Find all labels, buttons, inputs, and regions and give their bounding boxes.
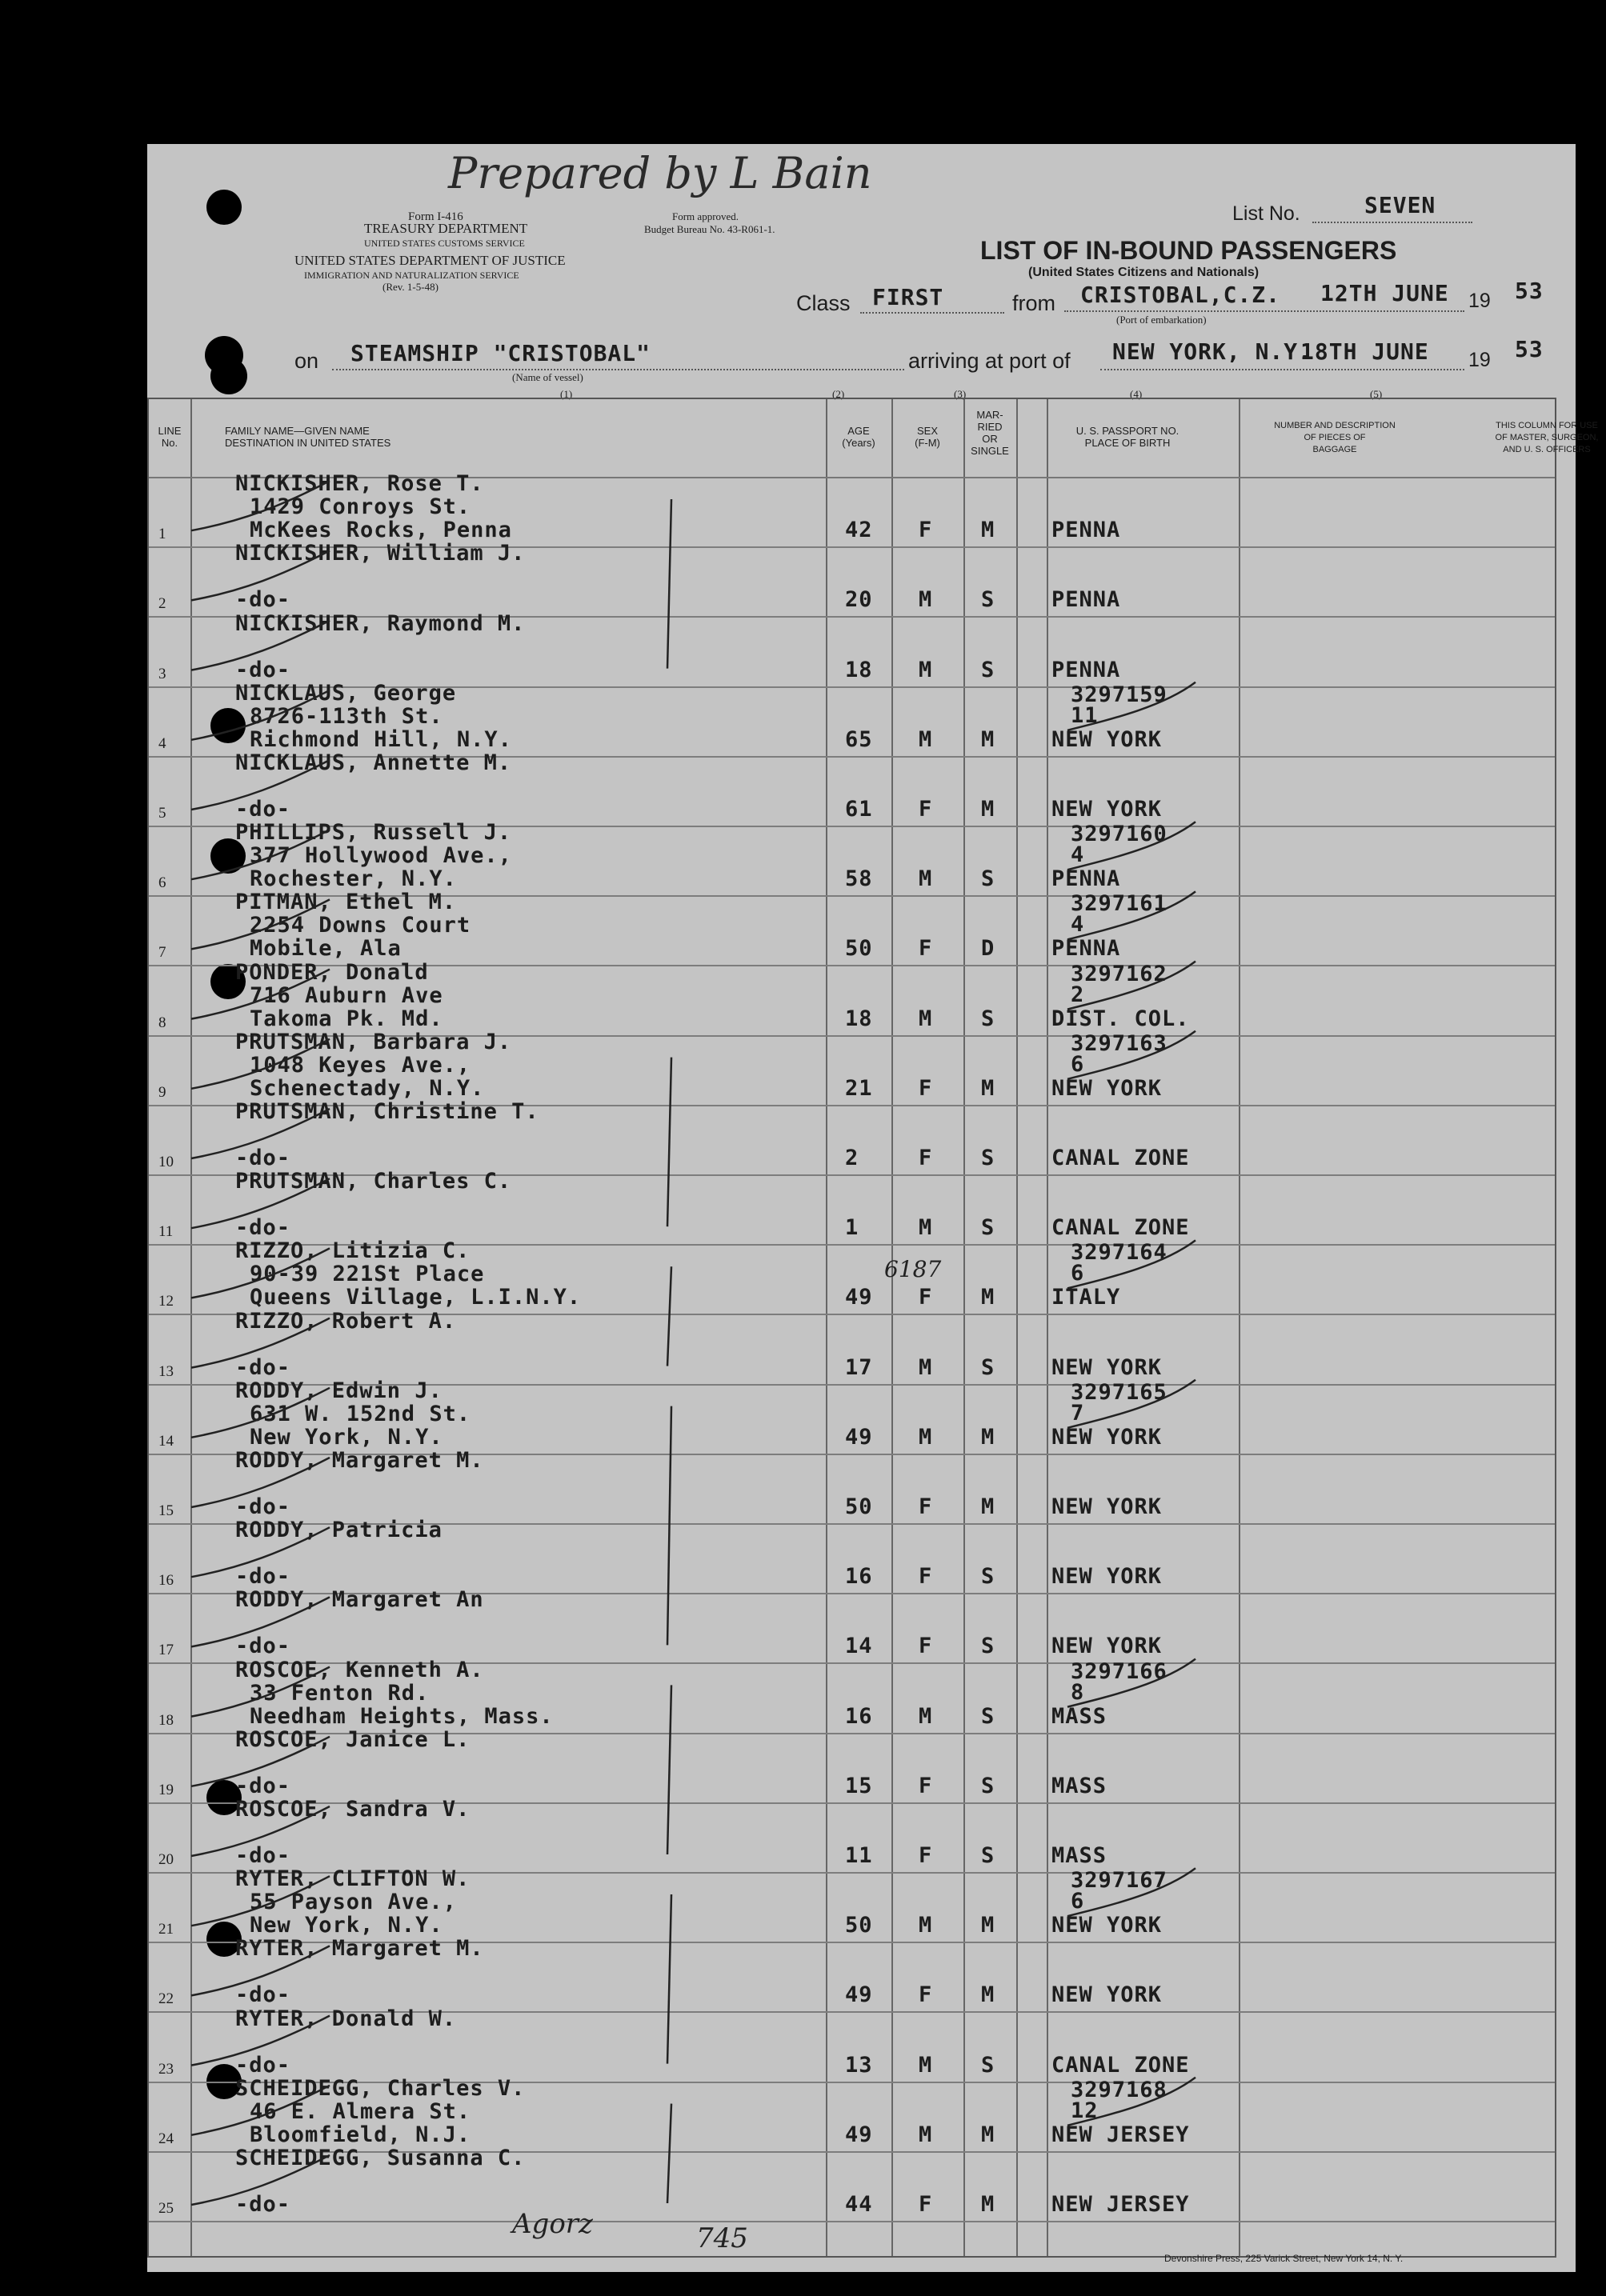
passenger-address: Bloomfield, N.J. [250, 2122, 471, 2147]
place-of-birth: NEW YORK [1051, 1564, 1163, 1590]
marital-status: S [981, 1006, 995, 1031]
col-header-sex: SEX (F-M) [915, 425, 940, 449]
passenger-name: PONDER, Donald [235, 959, 429, 985]
place-of-birth: CANAL ZONE [1051, 2052, 1190, 2078]
marital-status: S [981, 1634, 995, 1659]
marital-status: S [981, 587, 995, 613]
passenger-sex: M [919, 1703, 933, 1729]
form-title: LIST OF IN-BOUND PASSENGERS [980, 236, 1397, 265]
marital-status: S [981, 1215, 995, 1241]
line-number: 19 [158, 1781, 174, 1798]
passenger-name: RODDY, Margaret An [235, 1587, 484, 1613]
baggage-number: 3297160 [1071, 822, 1167, 847]
passenger-address: -do- [235, 1982, 291, 2008]
passenger-name: NICKLAUS, George [235, 680, 457, 706]
handwritten-745: 745 [696, 2222, 748, 2254]
arrival-date: 18TH JUNE [1300, 338, 1429, 365]
line-number: 15 [158, 1502, 174, 1519]
marital-status: S [981, 1564, 995, 1590]
passenger-age: 58 [845, 866, 873, 892]
line-number: 12 [158, 1293, 174, 1310]
line-number: 18 [158, 1711, 174, 1729]
passenger-sex: M [919, 1354, 933, 1380]
passenger-name: NICKLAUS, Annette M. [235, 750, 512, 775]
passenger-name: RODDY, Edwin J. [235, 1378, 443, 1403]
passenger-age: 61 [845, 796, 873, 822]
passenger-name: PRUTSMAN, Christine T. [235, 1099, 539, 1124]
marital-status: M [981, 518, 995, 543]
line-number: 2 [158, 595, 166, 613]
passenger-name: SCHEIDEGG, Susanna C. [235, 2146, 526, 2170]
col-header-passport: U. S. PASSPORT NO. PLACE OF BIRTH [1075, 425, 1179, 449]
passenger-address: Rochester, N.Y. [250, 866, 457, 892]
passenger-name: PITMAN, Ethel M. [235, 890, 457, 915]
prepared-by-signature: Prepared by L Bain [448, 148, 872, 198]
class-value: FIRST [872, 284, 944, 310]
arriving-label: arriving at port of [908, 349, 1071, 373]
passenger-age: 18 [845, 657, 873, 682]
passenger-sex: M [919, 657, 933, 682]
marital-status: S [981, 1842, 995, 1868]
passenger-sex: F [919, 936, 933, 962]
passenger-sex: M [919, 2052, 933, 2078]
passenger-sex: M [919, 1215, 933, 1241]
baggage-pieces: 7 [1071, 1400, 1085, 1426]
place-of-birth: NEW YORK [1051, 1982, 1163, 2008]
passenger-age: 44 [845, 2191, 873, 2217]
passenger-address: 377 Hollywood Ave., [250, 843, 512, 869]
marital-status: S [981, 1145, 995, 1170]
passenger-sex: M [919, 1913, 933, 1938]
passenger-name: NICKISHER, William J. [235, 541, 526, 566]
place-of-birth: NEW JERSEY [1051, 2122, 1190, 2147]
baggage-number: 3297163 [1071, 1030, 1167, 1056]
year-prefix: 19 [1468, 290, 1491, 312]
passenger-address: Takoma Pk. Md. [250, 1006, 443, 1031]
place-of-birth: NEW JERSEY [1051, 2191, 1190, 2217]
place-of-birth: CANAL ZONE [1051, 1215, 1190, 1241]
from-label: from [1012, 291, 1055, 315]
passenger-address: -do- [235, 796, 291, 822]
passenger-address: -do- [235, 2052, 291, 2078]
passenger-age: 21 [845, 1075, 873, 1101]
passenger-address: Needham Heights, Mass. [250, 1703, 554, 1729]
line-number: 21 [158, 1921, 174, 1938]
baggage-number: 3297168 [1071, 2077, 1167, 2102]
passenger-address: -do- [235, 1354, 291, 1380]
marital-status: M [981, 1285, 995, 1310]
col-num-5: (5) [1370, 388, 1383, 400]
marital-status: M [981, 1982, 995, 2008]
passenger-sex: M [919, 587, 933, 613]
place-of-birth: PENNA [1051, 657, 1121, 682]
place-of-birth: ITALY [1051, 1285, 1121, 1310]
line-number: 25 [158, 2199, 174, 2217]
form-approved: Form approved. [672, 210, 739, 222]
col-num-4: (4) [1130, 388, 1143, 400]
passenger-name: RODDY, Margaret M. [235, 1448, 484, 1473]
passenger-age: 50 [845, 1494, 873, 1519]
passenger-address: McKees Rocks, Penna [250, 518, 512, 543]
marital-status: M [981, 1913, 995, 1938]
budget-bureau: Budget Bureau No. 43-R061-1. [644, 223, 775, 235]
passenger-name: RYTER, Margaret M. [235, 1936, 484, 1962]
passenger-name: PHILLIPS, Russell J. [235, 820, 512, 846]
baggage-pieces: 4 [1071, 912, 1085, 938]
passenger-sex: M [919, 1424, 933, 1450]
line-number: 22 [158, 1990, 174, 2008]
passenger-sex: F [919, 1564, 933, 1590]
passenger-address: -do- [235, 1215, 291, 1241]
baggage-number: 3297166 [1071, 1658, 1167, 1684]
line-number: 3 [158, 665, 166, 682]
col-header-officers: THIS COLUMN FOR USE OF MASTER, SURGEON, AND U. S. OFFICERS [1495, 421, 1599, 454]
passenger-address: Schenectady, N.Y. [250, 1075, 485, 1101]
class-label: Class [796, 291, 851, 315]
port-embark-caption: (Port of embarkation) [1116, 314, 1207, 326]
passenger-address: -do- [235, 1634, 291, 1659]
passenger-age: 50 [845, 1913, 873, 1938]
passenger-address: -do- [235, 1564, 291, 1590]
passenger-sex: F [919, 1145, 933, 1170]
passenger-age: 16 [845, 1703, 873, 1729]
passenger-sex: F [919, 1075, 933, 1101]
passenger-age: 50 [845, 936, 873, 962]
passenger-age: 49 [845, 2122, 873, 2147]
revision: (Rev. 1-5-48) [382, 281, 439, 293]
passenger-age: 49 [845, 1424, 873, 1450]
marital-status: S [981, 1354, 995, 1380]
baggage-pieces: 4 [1071, 842, 1085, 868]
passenger-age: 14 [845, 1634, 873, 1659]
place-of-birth: NEW YORK [1051, 1634, 1163, 1659]
passenger-address: Queens Village, L.I.N.Y. [250, 1285, 582, 1310]
from-port: CRISTOBAL,C.Z. [1080, 282, 1281, 308]
passenger-name: ROSCOE, Janice L. [235, 1726, 471, 1752]
passenger-address: New York, N.Y. [250, 1913, 443, 1938]
marital-status: D [981, 936, 995, 962]
passenger-address: -do- [235, 1773, 291, 1798]
passenger-name: NICKISHER, Raymond M. [235, 610, 526, 636]
marital-status: M [981, 1075, 995, 1101]
form-number: Form I-416 [408, 210, 463, 223]
baggage-pieces: 8 [1071, 1679, 1085, 1705]
passenger-name: ROSCOE, Sandra V. [235, 1797, 471, 1822]
passenger-address: -do- [235, 1842, 291, 1868]
baggage-number: 3297162 [1071, 961, 1167, 986]
on-label: on [294, 349, 319, 373]
marital-status: M [981, 1494, 995, 1519]
place-of-birth: PENNA [1051, 936, 1121, 962]
passenger-age: 1 [845, 1215, 859, 1241]
col-header-name: FAMILY NAME—GIVEN NAME DESTINATION IN UNITED STATES [225, 425, 391, 449]
place-of-birth: MASS [1051, 1773, 1107, 1798]
passenger-name: RIZZO, Litizia C. [235, 1238, 471, 1264]
passenger-name: RYTER, CLIFTON W. [235, 1866, 471, 1892]
place-of-birth: MASS [1051, 1842, 1107, 1868]
place-of-birth: NEW YORK [1051, 1424, 1163, 1450]
ins-service: IMMIGRATION AND NATURALIZATION SERVICE [304, 270, 519, 281]
place-of-birth: NEW YORK [1051, 1494, 1163, 1519]
place-of-birth: PENNA [1051, 587, 1121, 613]
marital-status: M [981, 2191, 995, 2217]
passenger-sex: M [919, 1006, 933, 1031]
baggage-pieces: 2 [1071, 982, 1085, 1007]
line-number: 10 [158, 1153, 174, 1170]
vessel-name: STEAMSHIP "CRISTOBAL" [350, 340, 651, 366]
from-date: 12TH JUNE [1320, 280, 1449, 306]
handwritten-6187: 6187 [884, 1256, 942, 1282]
line-number: 11 [158, 1223, 174, 1241]
passenger-age: 49 [845, 1982, 873, 2008]
place-of-birth: CANAL ZONE [1051, 1145, 1190, 1170]
passenger-sex: F [919, 518, 933, 543]
passenger-address: Richmond Hill, N.Y. [250, 726, 512, 752]
baggage-number: 3297167 [1071, 1868, 1167, 1894]
col-num-2: (2) [832, 388, 845, 400]
passenger-address: -do- [235, 1145, 291, 1170]
place-of-birth: NEW YORK [1051, 796, 1163, 822]
justice-department: UNITED STATES DEPARTMENT OF JUSTICE [294, 253, 566, 268]
baggage-pieces: 11 [1071, 702, 1099, 728]
passenger-age: 16 [845, 1564, 873, 1590]
baggage-number: 3297161 [1071, 891, 1167, 917]
passenger-sex: F [919, 1982, 933, 2008]
passenger-address: 2254 Downs Court [250, 913, 471, 938]
col-header-baggage: NUMBER AND DESCRIPTION OF PIECES OF BAGGAGE [1274, 421, 1396, 454]
place-of-birth: NEW YORK [1051, 726, 1163, 752]
baggage-number: 3297164 [1071, 1240, 1167, 1266]
list-no-label: List No. [1232, 202, 1300, 225]
passenger-name: RODDY, Patricia [235, 1518, 443, 1543]
marital-status: M [981, 796, 995, 822]
customs-service: UNITED STATES CUSTOMS SERVICE [364, 238, 525, 249]
baggage-number: 3297159 [1071, 682, 1167, 707]
passenger-sex: M [919, 2122, 933, 2147]
marital-status: S [981, 1773, 995, 1798]
passenger-address: Mobile, Ala [250, 936, 402, 962]
marital-status: S [981, 657, 995, 682]
marital-status: M [981, 1424, 995, 1450]
line-number: 7 [158, 944, 166, 962]
place-of-birth: DIST. COL. [1051, 1006, 1190, 1031]
col-header-age: AGE (Years) [842, 425, 875, 449]
line-number: 16 [158, 1572, 174, 1590]
arrival-port: NEW YORK, N.Y. [1112, 338, 1313, 365]
place-of-birth: PENNA [1051, 866, 1121, 892]
treasury-department: TREASURY DEPARTMENT [364, 221, 528, 236]
handwritten-initials: Agorz [512, 2208, 593, 2240]
passenger-address: New York, N.Y. [250, 1424, 443, 1450]
passenger-age: 20 [845, 587, 873, 613]
col-header-married: MAR- RIED OR SINGLE [971, 409, 1009, 457]
baggage-pieces: 6 [1071, 1051, 1085, 1077]
passenger-address: 46 E. Almera St. [250, 2098, 471, 2124]
line-number: 5 [158, 804, 166, 822]
passenger-address: -do- [235, 2191, 291, 2217]
passenger-sex: F [919, 796, 933, 822]
line-number: 9 [158, 1083, 166, 1101]
passenger-address: 90-39 221St Place [250, 1262, 485, 1287]
line-number: 1 [158, 526, 166, 543]
passenger-address: 1048 Keyes Ave., [250, 1052, 471, 1078]
line-number: 6 [158, 874, 166, 892]
place-of-birth: NEW YORK [1051, 1075, 1163, 1101]
passenger-age: 18 [845, 1006, 873, 1031]
marital-status: S [981, 1703, 995, 1729]
passenger-sex: F [919, 1634, 933, 1659]
passenger-age: 42 [845, 518, 873, 543]
col-num-3: (3) [954, 388, 967, 400]
line-number: 17 [158, 1642, 174, 1659]
marital-status: S [981, 2052, 995, 2078]
vessel-caption: (Name of vessel) [512, 371, 583, 383]
passenger-sex: F [919, 1842, 933, 1868]
passenger-name: PRUTSMAN, Charles C. [235, 1169, 512, 1194]
passenger-address: 631 W. 152nd St. [250, 1401, 471, 1426]
marital-status: M [981, 2122, 995, 2147]
printer-footer: Devonshire Press, 225 Varick Street, New York 14, N. Y. [1164, 2253, 1404, 2264]
place-of-birth: NEW YORK [1051, 1913, 1163, 1938]
passenger-address: 716 Auburn Ave [250, 982, 443, 1008]
passenger-sex: M [919, 726, 933, 752]
line-number: 23 [158, 2060, 174, 2078]
passenger-name: PRUTSMAN, Barbara J. [235, 1029, 512, 1054]
line-number: 8 [158, 1014, 166, 1031]
passenger-age: 11 [845, 1842, 873, 1868]
passenger-address: 8726-113th St. [250, 703, 443, 729]
place-of-birth: NEW YORK [1051, 1354, 1163, 1380]
passenger-age: 13 [845, 2052, 873, 2078]
baggage-pieces: 6 [1071, 1889, 1085, 1914]
passenger-sex: F [919, 2191, 933, 2217]
year-prefix-2: 19 [1468, 349, 1491, 371]
passenger-address: 33 Fenton Rd. [250, 1680, 430, 1706]
passenger-age: 49 [845, 1285, 873, 1310]
passenger-name: SCHEIDEGG, Charles V. [235, 2075, 526, 2101]
passenger-name: NICKISHER, Rose T. [235, 471, 484, 497]
year-1: 53 [1515, 278, 1544, 304]
marital-status: S [981, 866, 995, 892]
baggage-pieces: 6 [1071, 1261, 1085, 1286]
line-number: 4 [158, 734, 166, 752]
passenger-name: RYTER, Donald W. [235, 2006, 457, 2031]
passenger-age: 65 [845, 726, 873, 752]
passenger-name: ROSCOE, Kenneth A. [235, 1657, 484, 1682]
passenger-age: 17 [845, 1354, 873, 1380]
passenger-address: -do- [235, 587, 291, 613]
list-no-value: SEVEN [1364, 192, 1436, 218]
passenger-name: RIZZO, Robert A. [235, 1308, 457, 1334]
baggage-number: 3297165 [1071, 1379, 1167, 1405]
passenger-sex: F [919, 1773, 933, 1798]
passenger-sex: M [919, 866, 933, 892]
form-subtitle: (United States Citizens and Nationals) [1028, 266, 1260, 279]
passenger-address: 55 Payson Ave., [250, 1890, 457, 1915]
place-of-birth: PENNA [1051, 518, 1121, 543]
passenger-address: -do- [235, 657, 291, 682]
year-2: 53 [1515, 336, 1544, 362]
baggage-pieces: 12 [1071, 2098, 1099, 2123]
passenger-age: 2 [845, 1145, 859, 1170]
passenger-address: 1429 Conroys St. [250, 494, 471, 520]
line-number: 20 [158, 1850, 174, 1868]
col-header-line: LINE No. [158, 425, 182, 449]
col-num-1: (1) [560, 388, 573, 400]
passenger-sex: F [919, 1494, 933, 1519]
marital-status: M [981, 726, 995, 752]
place-of-birth: MASS [1051, 1703, 1107, 1729]
line-number: 13 [158, 1362, 174, 1380]
passenger-age: 15 [845, 1773, 873, 1798]
passenger-address: -do- [235, 1494, 291, 1519]
line-number: 24 [158, 2130, 174, 2147]
passenger-sex: F [919, 1285, 933, 1310]
line-number: 14 [158, 1432, 174, 1450]
